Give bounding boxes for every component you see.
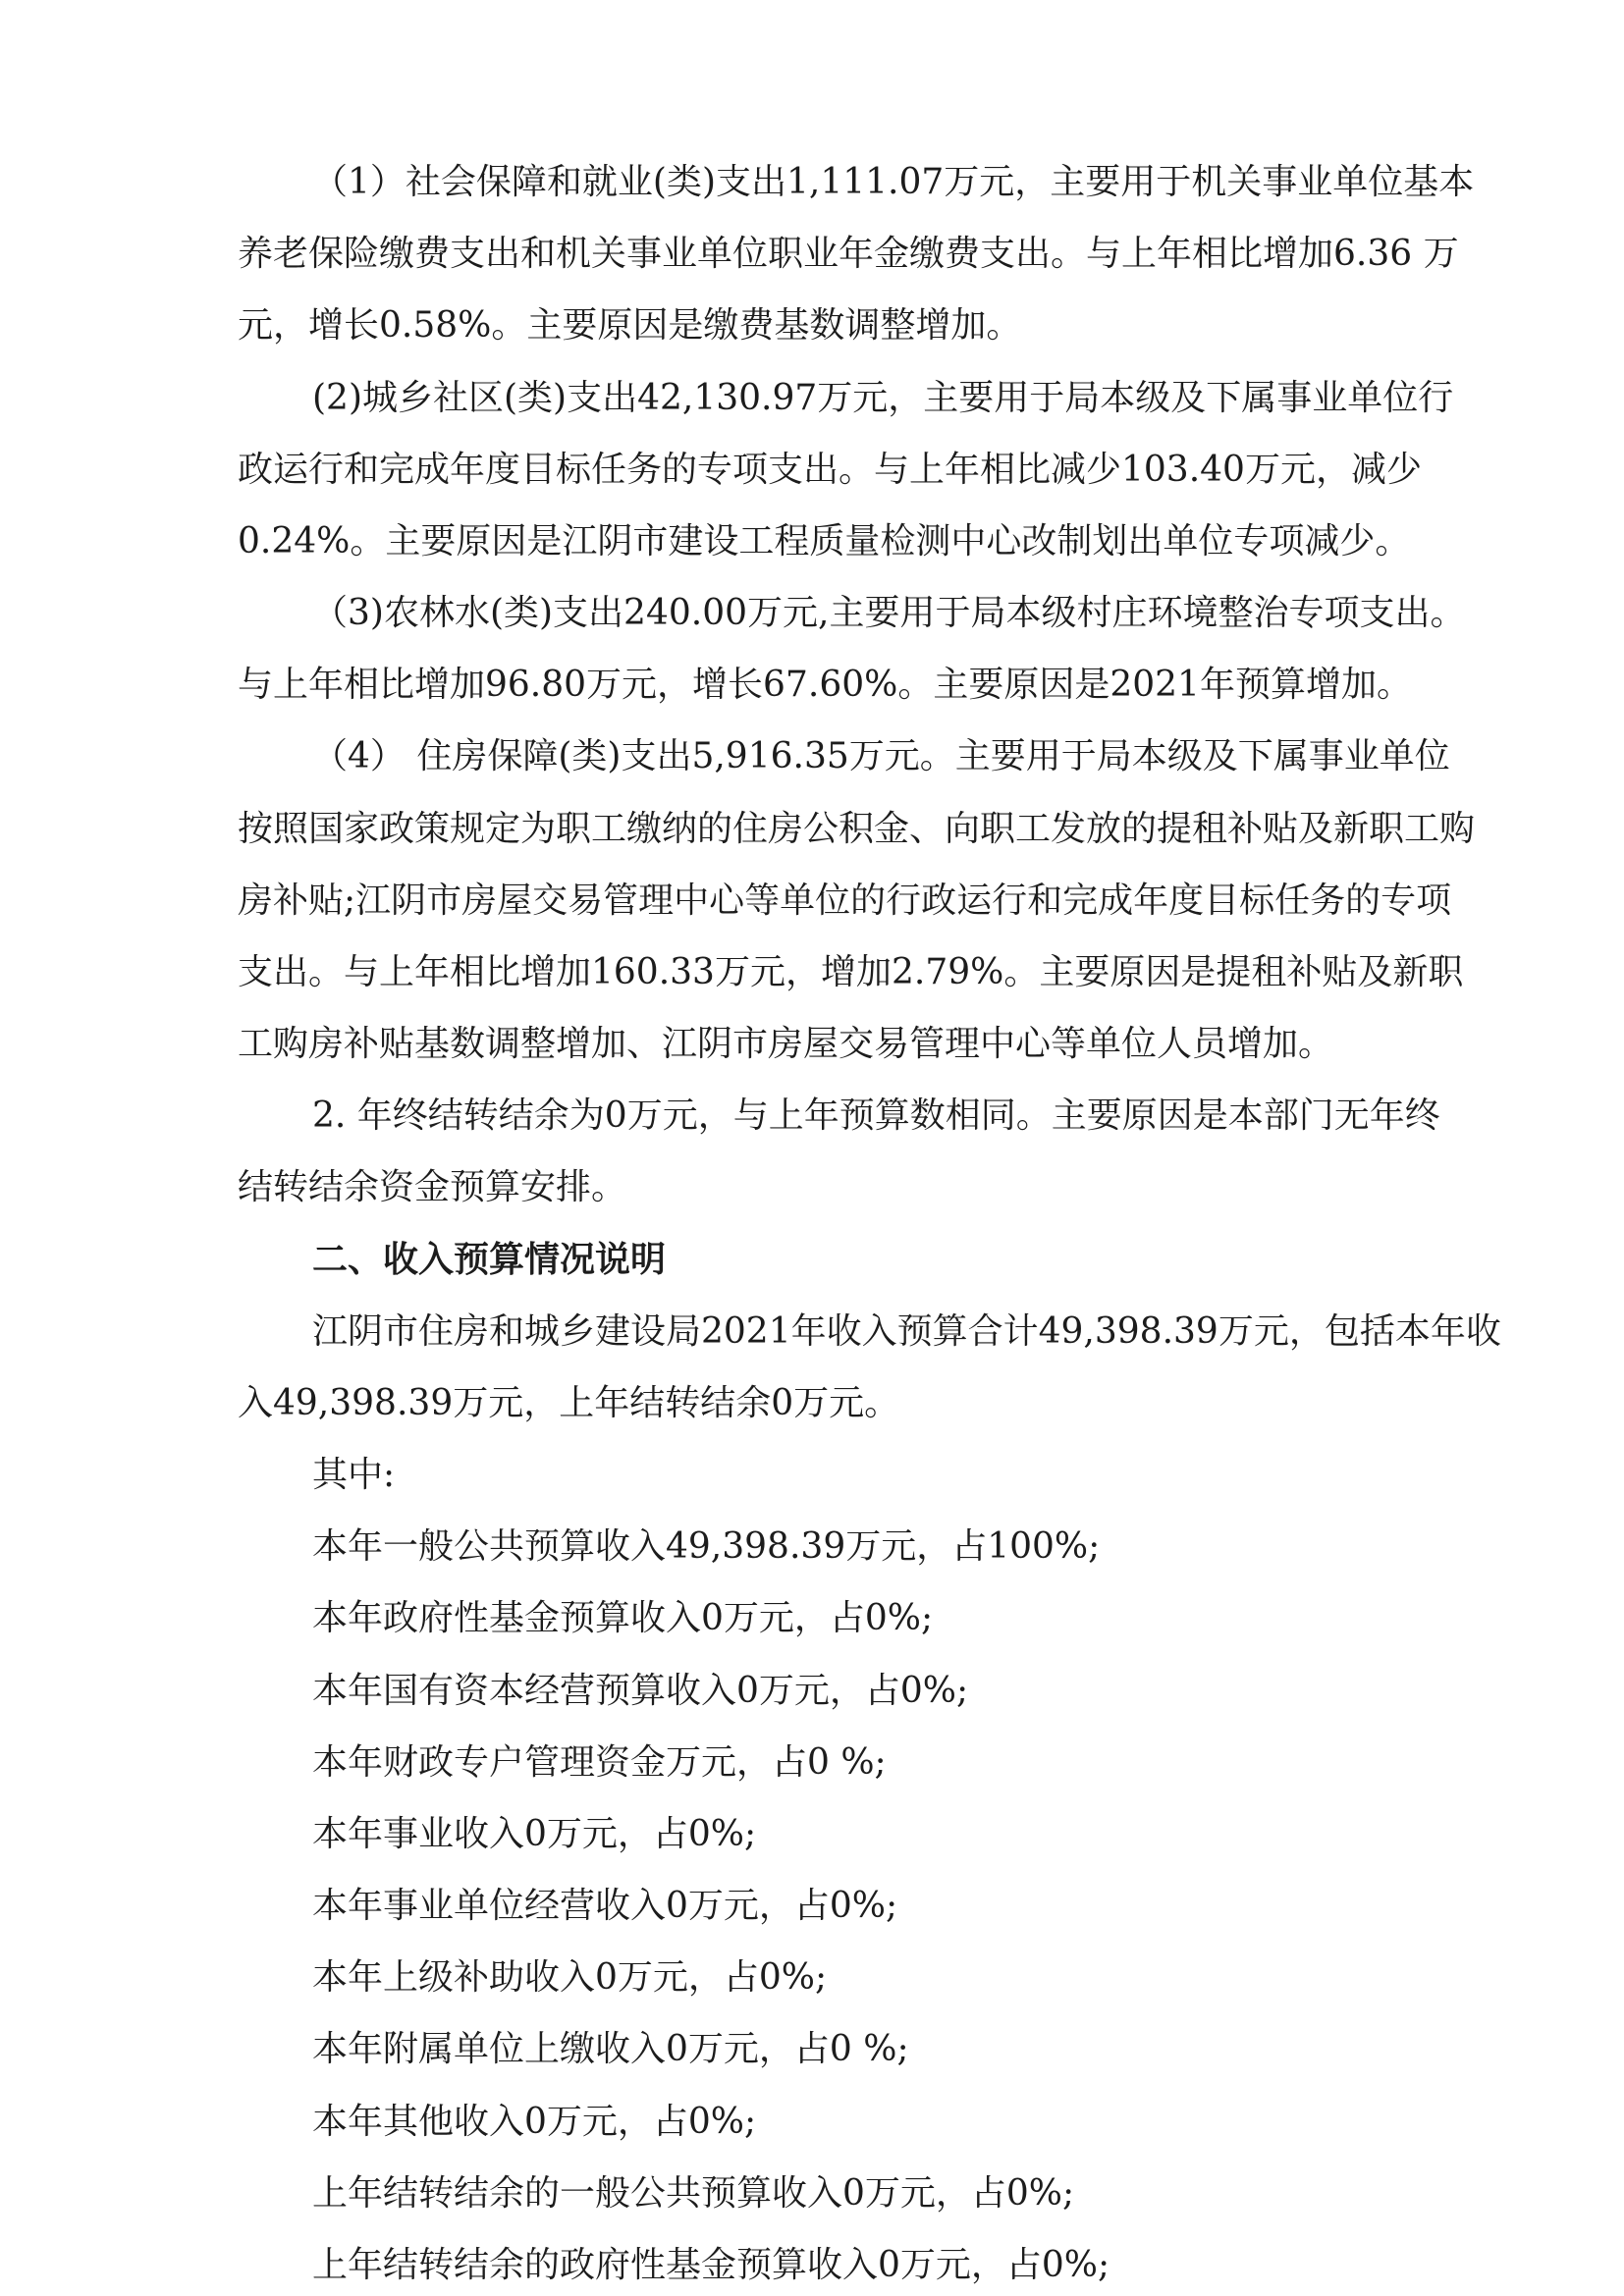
paragraph-line: 入49,398.39万元，上年结转结余0万元。 xyxy=(238,1383,900,1423)
paragraph-line: 2. 年终结转结余为0万元，与上年预算数相同。主要原因是本部门无年终 xyxy=(312,1095,1440,1136)
paragraph-line: 结转结余资金预算安排。 xyxy=(238,1167,627,1207)
list-item: 本年上级补助收入0万元，占0%; xyxy=(312,1957,828,1998)
list-item: 本年事业收入0万元，占0%; xyxy=(312,1814,757,1854)
paragraph-line: 元，增长0.58%。主要原因是缴费基数调整增加。 xyxy=(238,305,1022,346)
list-item: 上年结转结余的一般公共预算收入0万元，占0%; xyxy=(312,2173,1075,2214)
paragraph-line: 养老保险缴费支出和机关事业单位职业年金缴费支出。与上年相比增加6.36 万 xyxy=(238,234,1459,274)
paragraph-line: (2)城乡社区(类)支出42,130.97万元，主要用于局本级及下属事业单位行 xyxy=(312,378,1454,418)
paragraph-line: 0.24%。主要原因是江阴市建设工程质量检测中心改制划出单位专项减少。 xyxy=(238,521,1411,561)
section-heading: 二、收入预算情况说明 xyxy=(312,1240,667,1280)
list-item: 本年事业单位经营收入0万元，占0%; xyxy=(312,1886,898,1926)
list-item: 本年其他收入0万元，占0%; xyxy=(312,2102,757,2142)
list-item: 本年一般公共预算收入49,398.39万元，占100%; xyxy=(312,1526,1101,1567)
paragraph-line: 政运行和完成年度目标任务的专项支出。与上年相比减少103.40万元，减少 xyxy=(238,450,1422,490)
paragraph-line: （3)农林水(类)支出240.00万元,主要用于局本级村庄环境整治专项支出。 xyxy=(312,593,1466,633)
paragraph-line: 江阴市住房和城乡建设局2021年收入预算合计49,398.39万元，包括本年收 xyxy=(312,1311,1501,1352)
paragraph-line: 按照国家政策规定为职工缴纳的住房公积金、向职工发放的提租补贴及新职工购 xyxy=(238,809,1476,849)
paragraph-line: 工购房补贴基数调整增加、江阴市房屋交易管理中心等单位人员增加。 xyxy=(238,1024,1334,1064)
paragraph-line: 房补贴;江阴市房屋交易管理中心等单位的行政运行和完成年度目标任务的专项 xyxy=(238,881,1452,921)
list-item: 本年政府性基金预算收入0万元，占0%; xyxy=(312,1598,934,1638)
paragraph-line: （4） 住房保障(类)支出5,916.35万元。主要用于局本级及下属事业单位 xyxy=(312,736,1450,776)
paragraph-line: 与上年相比增加96.80万元，增长67.60%。主要原因是2021年预算增加。 xyxy=(238,665,1412,705)
list-item: 本年财政专户管理资金万元，占0 %; xyxy=(312,1742,887,1783)
list-item: 上年结转结余的政府性基金预算收入0万元，占0%; xyxy=(312,2245,1110,2285)
paragraph-line: （1）社会保障和就业(类)支出1,111.07万元，主要用于机关事业单位基本 xyxy=(312,162,1475,202)
list-item: 本年附属单位上缴收入0万元，占0 %; xyxy=(312,2029,909,2069)
list-item: 本年国有资本经营预算收入0万元，占0%; xyxy=(312,1671,969,1711)
paragraph-line: 其中: xyxy=(312,1455,396,1495)
paragraph-line: 支出。与上年相比增加160.33万元，增加2.79%。主要原因是提租补贴及新职 xyxy=(238,952,1464,992)
